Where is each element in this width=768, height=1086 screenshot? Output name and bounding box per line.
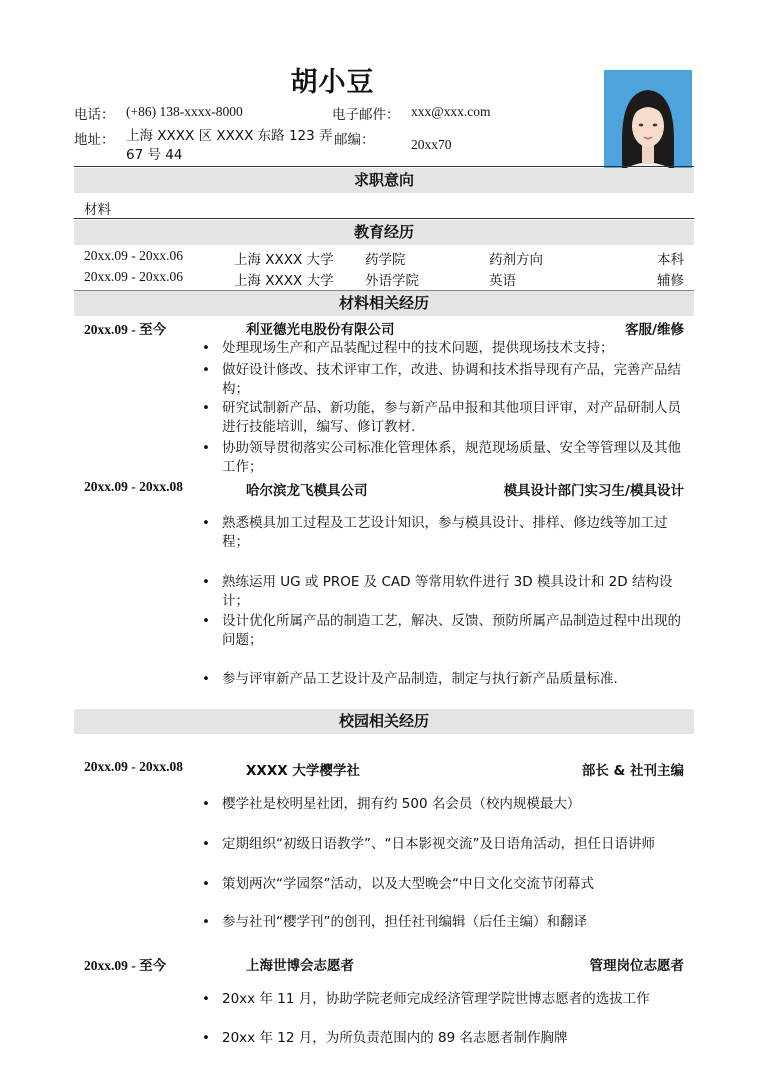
section-divider	[74, 166, 694, 167]
section-title-education: 教育经历	[74, 220, 694, 245]
section-title-objective: 求职意向	[74, 168, 694, 193]
job-bullet: • 设计优化所属产品的制造工艺，解决、反馈、预防所属产品制造过程中出现的问题；	[204, 612, 688, 650]
section-divider	[74, 218, 694, 219]
job-role: 模具设计部门实习生/模具设计	[503, 483, 684, 499]
zip-label: 邮编：	[334, 132, 375, 148]
job-period: 20xx.09 - 至今	[84, 322, 167, 337]
job-bullet: • 参与评审新产品工艺设计及产品制造，制定与执行新产品质量标准.	[204, 670, 688, 689]
job-role: 部长 & 社刊主编	[581, 763, 684, 779]
section-title-work: 材料相关经历	[74, 291, 694, 316]
education-period: 20xx.09 - 20xx.06	[84, 248, 183, 263]
job-period: 20xx.09 - 至今	[84, 958, 167, 973]
job-bullet: • 策划两次“学园祭”活动，以及大型晚会“中日文化交流节闭幕式	[204, 875, 688, 894]
education-degree: 本科	[657, 252, 684, 268]
job-header	[84, 759, 684, 779]
education-major: 药剂方向	[489, 252, 543, 268]
education-school: 上海 XXXX 大学	[234, 252, 334, 268]
job-bullet: • 研究试制新产品、新功能，参与新产品申报和其他项目评审，对产品研制人员进行技能培训，编写、修订教材.	[204, 399, 688, 437]
job-period: 20xx.09 - 20xx.08	[84, 479, 183, 494]
address-value: 上海 XXXX 区 XXXX 东路 123 弄 67 号 44	[126, 128, 333, 163]
job-period: 20xx.09 - 20xx.08	[84, 759, 183, 774]
job-bullet: • 协助领导贯彻落实公司标准化管理体系，规范现场质量、安全等管理以及其他工作；	[204, 439, 688, 477]
objective-text: 材料	[84, 202, 111, 218]
job-bullet: • 熟悉模具加工过程及工艺设计知识，参与模具设计、排样、修边线等加工过程；	[204, 514, 688, 552]
phone-label: 电话：	[74, 107, 115, 123]
resume-name: 胡小豆	[290, 67, 375, 98]
job-bullet: • 熟练运用 UG 或 PROE 及 CAD 等常用软件进行 3D 模具设计和 2D 结构设计；	[204, 573, 688, 611]
education-row	[84, 248, 684, 268]
email-label: 电子邮件：	[332, 107, 400, 123]
zip-value: 20xx70	[411, 137, 452, 152]
job-bullet: • 做好设计修改、技术评审工作，改进、协调和技术指导现有产品，完善产品结构；	[204, 361, 688, 399]
education-school: 上海 XXXX 大学	[234, 273, 334, 289]
job-bullet: • 20xx 年 12 月，为所负责范围内的 89 名志愿者制作胸牌	[204, 1029, 688, 1048]
job-role: 管理岗位志愿者	[589, 958, 684, 974]
job-header	[84, 954, 684, 974]
address-label: 地址：	[74, 132, 115, 148]
education-row	[84, 269, 684, 289]
job-bullet: • 处理现场生产和产品装配过程中的技术问题，提供现场技术支持；	[204, 339, 688, 358]
job-bullet: • 定期组织“初级日语教学”、“日本影视交流”及日语角活动，担任日语讲师	[204, 835, 688, 854]
education-degree: 辅修	[657, 273, 684, 289]
education-college: 药学院	[365, 252, 406, 268]
job-company: 哈尔滨龙飞模具公司	[246, 483, 368, 499]
education-period: 20xx.09 - 20xx.06	[84, 269, 183, 284]
job-header	[84, 318, 684, 338]
job-company: 利亚德光电股份有限公司	[246, 322, 395, 338]
job-company: 上海世博会志愿者	[246, 958, 354, 974]
education-major: 英语	[489, 273, 516, 289]
phone-value: (+86) 138-xxxx-8000	[126, 104, 243, 119]
email-value: xxx@xxx.com	[411, 104, 491, 119]
section-title-campus: 校园相关经历	[74, 709, 694, 734]
job-header	[84, 479, 684, 499]
job-company: XXXX 大学樱学社	[246, 763, 360, 779]
job-role: 客服/维修	[625, 322, 684, 338]
job-bullet: • 樱学社是校明星社团，拥有约 500 名会员（校内规模最大）	[204, 795, 688, 814]
job-bullet: • 20xx 年 11 月，协助学院老师完成经济管理学院世博志愿者的选拔工作	[204, 990, 688, 1009]
education-college: 外语学院	[365, 273, 419, 289]
job-bullet: • 参与社刊“樱学刊”的创刊，担任社刊编辑（后任主编）和翻译	[204, 913, 688, 932]
